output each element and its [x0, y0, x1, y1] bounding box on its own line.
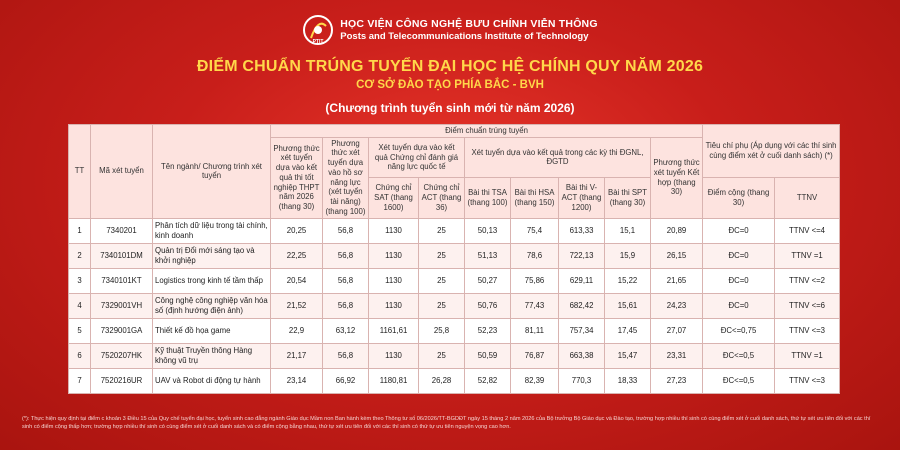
- scores-table: [68, 124, 840, 394]
- header-tt: TT: [69, 125, 91, 219]
- cell-spt: 15,47: [605, 343, 651, 368]
- cell-combined: 26,15: [651, 243, 703, 268]
- cell-ttnv: TTNV <=3: [775, 368, 840, 393]
- cell-combined: 24,23: [651, 293, 703, 318]
- cell-name: Kỹ thuật Truyền thông Hàng không vũ trụ: [153, 343, 271, 368]
- cell-sat: 1130: [369, 268, 419, 293]
- scores-table-container: [68, 124, 839, 394]
- header-bonus: Điểm cộng (thang 30): [703, 178, 775, 218]
- header-spt: Bài thi SPT (thang 30): [605, 178, 651, 218]
- header-group-dgnl: Xét tuyển dựa vào kết quả trong các kỳ thi ĐGNL, ĐGTD: [465, 137, 651, 177]
- cell-spt: 15,9: [605, 243, 651, 268]
- cell-bonus: ĐC<=0,75: [703, 318, 775, 343]
- cell-combined: 27,07: [651, 318, 703, 343]
- cell-thpt: 20,54: [271, 268, 323, 293]
- header-name: Tên ngành/ Chương trình xét tuyển: [153, 125, 271, 219]
- table-row: [69, 218, 840, 243]
- cell-tt: 4: [69, 293, 91, 318]
- cell-hsa: 82,39: [511, 368, 559, 393]
- cell-name: UAV và Robot di động tự hành: [153, 368, 271, 393]
- cell-tt: 3: [69, 268, 91, 293]
- cell-tsa: 52,82: [465, 368, 511, 393]
- cell-bonus: ĐC=0: [703, 268, 775, 293]
- header-ttnv: TTNV: [775, 178, 840, 218]
- cell-name: Logistics trong kinh tế tầm thấp: [153, 268, 271, 293]
- cell-combined: 27,23: [651, 368, 703, 393]
- cell-ttnv: TTNV <=3: [775, 318, 840, 343]
- cell-bonus: ĐC<=0,5: [703, 368, 775, 393]
- cell-ttnv: TTNV =1: [775, 243, 840, 268]
- cell-bonus: ĐC=0: [703, 243, 775, 268]
- cell-sat: 1130: [369, 243, 419, 268]
- cell-name: Thiết kế đồ họa game: [153, 318, 271, 343]
- cell-spt: 15,61: [605, 293, 651, 318]
- cell-thpt: 22,25: [271, 243, 323, 268]
- cell-profile: 56,8: [323, 218, 369, 243]
- cell-tt: 5: [69, 318, 91, 343]
- cell-vact: 613,33: [559, 218, 605, 243]
- cell-sat: 1130: [369, 293, 419, 318]
- cell-vact: 682,42: [559, 293, 605, 318]
- cell-hsa: 78,6: [511, 243, 559, 268]
- cell-profile: 56,8: [323, 293, 369, 318]
- cell-thpt: 23,14: [271, 368, 323, 393]
- logo-text: PTIT: [312, 39, 324, 45]
- cell-profile: 66,92: [323, 368, 369, 393]
- cell-name: Quản trị Đổi mới sáng tạo và khởi nghiệp: [153, 243, 271, 268]
- cell-vact: 629,11: [559, 268, 605, 293]
- page-title: ĐIỂM CHUẨN TRÚNG TUYỂN ĐẠI HỌC HỆ CHÍNH QUY NĂM 2026: [196, 58, 704, 75]
- header-act: Chứng chỉ ACT (thang 36): [419, 178, 465, 218]
- cell-thpt: 20,25: [271, 218, 323, 243]
- cell-vact: 770,3: [559, 368, 605, 393]
- cell-spt: 17,45: [605, 318, 651, 343]
- cell-tsa: 50,13: [465, 218, 511, 243]
- cell-act: 25: [419, 268, 465, 293]
- cell-tsa: 50,27: [465, 268, 511, 293]
- cell-name: Công nghệ công nghiệp văn hóa số (định hướng điện ảnh): [153, 293, 271, 318]
- cell-vact: 757,34: [559, 318, 605, 343]
- table-row: [69, 368, 840, 393]
- cell-tsa: 50,59: [465, 343, 511, 368]
- header-tsa: Bài thi TSA (thang 100): [465, 178, 511, 218]
- cell-ttnv: TTNV =1: [775, 343, 840, 368]
- cell-sat: 1180,81: [369, 368, 419, 393]
- cell-act: 25: [419, 243, 465, 268]
- cell-thpt: 21,17: [271, 343, 323, 368]
- cell-sat: 1130: [369, 343, 419, 368]
- cell-act: 25: [419, 343, 465, 368]
- cell-ttnv: TTNV <=6: [775, 293, 840, 318]
- cell-combined: 20,89: [651, 218, 703, 243]
- cell-hsa: 75,4: [511, 218, 559, 243]
- cell-spt: 18,33: [605, 368, 651, 393]
- cell-code: 7520207HK: [91, 343, 153, 368]
- cell-profile: 63,12: [323, 318, 369, 343]
- cell-hsa: 77,43: [511, 293, 559, 318]
- cell-act: 25,8: [419, 318, 465, 343]
- footnote: (*): Thực hiện quy định tại điểm c khoản 3 Điều 15 của Quy chế tuyển đại học, tuyển sinh cao đẳng ngành Giáo dục Mầm non Ban hành kèm theo Thông tư số 06/2026/TT-BGDĐT ngày 15 tháng 2 năm 2026 của Bộ trưởng Bộ Giáo dục và Đào tạo, trường hợp nhiều thí sinh có cùng điểm xét ở cuối danh sách, thứ tự xét ưu tiên đối với các thí sinh có điểm cộng thấp hơn; trường hợp nhiều thí sinh có cùng điểm xét ở cuối danh sách và có điểm cộng bằng nhau, thứ tự xét ưu tiên đối với các thí sinh có thứ tự ưu tiên nguyện vọng cao hơn.: [22, 416, 871, 430]
- cell-code: 7340101KT: [91, 268, 153, 293]
- cell-bonus: ĐC=0: [703, 218, 775, 243]
- cell-profile: 56,8: [323, 268, 369, 293]
- header-hsa: Bài thi HSA (thang 150): [511, 178, 559, 218]
- institute-name-en: Posts and Telecommunications Institute of Technology: [340, 31, 589, 42]
- table-row: [69, 268, 840, 293]
- cell-vact: 663,38: [559, 343, 605, 368]
- cell-thpt: 21,52: [271, 293, 323, 318]
- table-row: [69, 318, 840, 343]
- header-group-criteria: Tiêu chí phụ (Áp dụng với các thí sinh cùng điểm xét ở cuối danh sách) (*): [703, 125, 840, 178]
- cell-tt: 7: [69, 368, 91, 393]
- cell-spt: 15,1: [605, 218, 651, 243]
- cell-thpt: 22,9: [271, 318, 323, 343]
- header-group-intl: Xét tuyển dựa vào kết quả Chứng chỉ đánh giá năng lực quốc tế: [369, 137, 465, 177]
- cell-hsa: 81,11: [511, 318, 559, 343]
- cell-act: 25: [419, 218, 465, 243]
- cell-spt: 15,22: [605, 268, 651, 293]
- cell-tt: 6: [69, 343, 91, 368]
- cell-hsa: 75,86: [511, 268, 559, 293]
- cell-act: 26,28: [419, 368, 465, 393]
- table-row: [69, 243, 840, 268]
- institute-brand: [0, 12, 900, 48]
- cell-name: Phân tích dữ liệu trong tài chính, kinh doanh: [153, 218, 271, 243]
- cell-code: 7520216UR: [91, 368, 153, 393]
- header-sat: Chứng chỉ SAT (thang 1600): [369, 178, 419, 218]
- cell-code: 7329001VH: [91, 293, 153, 318]
- page-subtitle: CƠ SỞ ĐÀO TẠO PHÍA BẮC - BVH: [356, 79, 544, 91]
- table-row: [69, 293, 840, 318]
- cell-profile: 56,8: [323, 343, 369, 368]
- cell-sat: 1130: [369, 218, 419, 243]
- cell-ttnv: TTNV <=2: [775, 268, 840, 293]
- table-row: [69, 343, 840, 368]
- cell-tsa: 51,13: [465, 243, 511, 268]
- cell-tt: 1: [69, 218, 91, 243]
- cell-code: 7340201: [91, 218, 153, 243]
- cell-sat: 1161,61: [369, 318, 419, 343]
- cell-ttnv: TTNV <=4: [775, 218, 840, 243]
- cell-act: 25: [419, 293, 465, 318]
- cell-tsa: 50,76: [465, 293, 511, 318]
- program-note: (Chương trình tuyển sinh mới từ năm 2026): [325, 101, 575, 115]
- cell-code: 7329001GA: [91, 318, 153, 343]
- header-combined: Phương thức xét tuyển Kết hợp (thang 30): [651, 137, 703, 218]
- header-group-scores: Điểm chuẩn trúng tuyển: [271, 125, 703, 138]
- cell-bonus: ĐC=0: [703, 293, 775, 318]
- cell-code: 7340101DM: [91, 243, 153, 268]
- cell-combined: 21,65: [651, 268, 703, 293]
- cell-profile: 56,8: [323, 243, 369, 268]
- cell-tt: 2: [69, 243, 91, 268]
- cell-bonus: ĐC<=0,5: [703, 343, 775, 368]
- cell-combined: 23,31: [651, 343, 703, 368]
- header-code: Mã xét tuyển: [91, 125, 153, 219]
- page-header: [0, 12, 900, 115]
- ptit-logo-icon: [302, 14, 334, 46]
- cell-tsa: 52,23: [465, 318, 511, 343]
- cell-hsa: 76,87: [511, 343, 559, 368]
- header-thpt: Phương thức xét tuyển dựa vào kết quả thi tốt nghiệp THPT năm 2026 (thang 30): [271, 137, 323, 218]
- header-profile: Phương thức xét tuyển dựa vào hồ sơ năng lực (xét tuyển tài năng) (thang 100): [323, 137, 369, 218]
- header-vact: Bài thi V-ACT (thang 1200): [559, 178, 605, 218]
- cell-vact: 722,13: [559, 243, 605, 268]
- institute-name-vn: HỌC VIỆN CÔNG NGHỆ BƯU CHÍNH VIỄN THÔNG: [340, 18, 598, 30]
